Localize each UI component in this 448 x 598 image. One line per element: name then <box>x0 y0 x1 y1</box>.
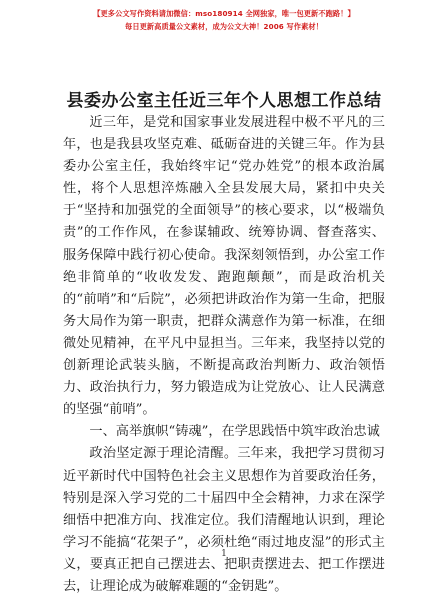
promo-banner-line-2: 每日更新高质量公文素材，成为公文大神！2006 写作素材！ <box>125 22 323 31</box>
body-paragraph: 近三年，是党和国家事业发展进程中极不平凡的三年，也是我县攻坚克难、砥砺奋进的关键三年。作为县委办公室主任，我始终牢记“党办姓党”的根本政治属性，将个人思想淬炼融入全县发展大局，紧扣中央关于“坚持和加强党的全面领导”的核心要求，以“极端负责”的工作作风，在参谋辅政、统筹协调、督查落实、服务保障中践行初心使命。我深刻领悟到，办公室工作绝非简单的“收收发发、跑跑颠颠”，而是政治机关的“前哨”和“后院”，必须把讲政治作为第一生命，把服务大局作为第一职责，把群众满意作为第一标准，在细微处见精神，在平凡中显担当。三年来，我坚持以党的创新理论武装头脑，不断提高政治判断力、政治领悟力、政治执行力，努力锻造成为让党放心、让人民满意的坚强“前哨”。 <box>63 115 385 418</box>
document-title: 县委办公室主任近三年个人思想工作总结 <box>66 91 382 111</box>
promo-banner-line-1: 【更多公文写作资料请加微信：mso180914 全网独家，唯一包更新不跑路！】 <box>93 9 355 18</box>
page-number: 1 <box>221 549 227 559</box>
section-heading: 一、高举旗帜“铸魂”，在学思践悟中筑牢政治忠诚 <box>89 424 380 440</box>
document-body <box>63 112 385 598</box>
body-paragraph: 政治坚定源于理论清醒。三年来，我把学习贯彻习近平新时代中国特色社会主义思想作为首要政治任务，特别是深入学习党的二十届四中全会精神，力求在深学细悟中把准方向、找准定位。我们清醒地认识到，理论学习不能搞“花架子”，必须杜绝“雨过地皮湿”的形式主义，要真正把自己摆进去、把职责摆进去、把工作摆进去，让理论成为破解难题的“金钥匙”。 <box>63 446 385 594</box>
